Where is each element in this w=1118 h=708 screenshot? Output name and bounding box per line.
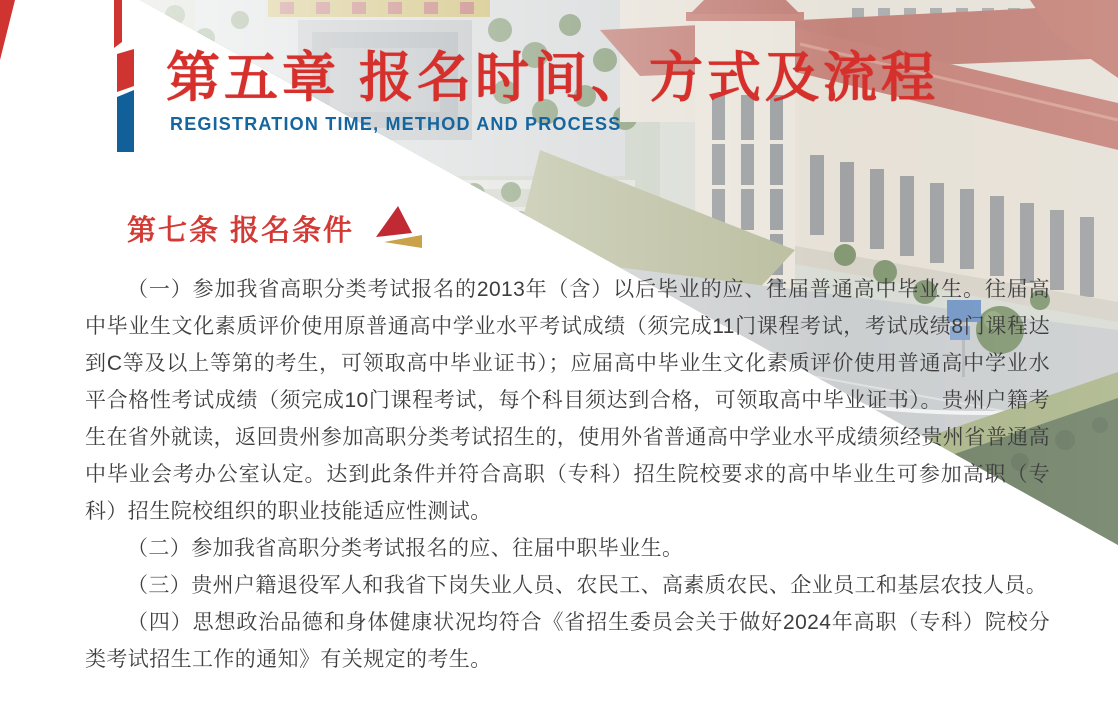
paragraph-3: （三）贵州户籍退役军人和我省下岗失业人员、农民工、高素质农民、企业员工和基层农技人员。 bbox=[127, 574, 1048, 597]
chapter-title: 第五章 报名时间、方式及流程 bbox=[166, 48, 940, 108]
chapter-title-block bbox=[166, 48, 1106, 135]
section-heading: 第七条 报名条件 bbox=[127, 215, 355, 247]
paragraph-4: （四）思想政治品德和身体健康状况均符合《省招生委员会关于做好2024年高职（专科）院校分类考试招生工作的通知》有关规定的考生。 bbox=[85, 611, 1050, 671]
paragraph-2: （二）参加我省高职分类考试报名的应、往届中职毕业生。 bbox=[127, 537, 684, 560]
chapter-subtitle: REGISTRATION TIME, METHOD AND PROCESS bbox=[170, 114, 622, 134]
body-text bbox=[85, 271, 1050, 678]
section-head bbox=[127, 208, 424, 252]
paragraph-1: （一）参加我省高职分类考试报名的2013年（含）以后毕业的应、往届普通高中毕业生。往届高中毕业生文化素质评价使用原普通高中学业水平考试成绩（须完成11门课程考试，考试成绩8门课程达到C等及以上等第的考生，可领取高中毕业证书）；应届高中毕业生文化素质评价使用普通高中学业水平合格性考试成绩（须完成10门课程考试，每个科目须达到合格，可领取高中毕业证书）。贵州户籍考生在省外就读，返回贵州参加高职分类考试招生的，使用外省普通高中学业水平成绩须经贵州省普通高中毕业会考办公室认定。达到此条件并符合高职（专科）招生院校要求的高中毕业生可参加高职（专科）招生院校组织的职业技能适应性测试。 bbox=[85, 278, 1050, 523]
red-gold-flag-triangles-icon bbox=[372, 206, 424, 252]
